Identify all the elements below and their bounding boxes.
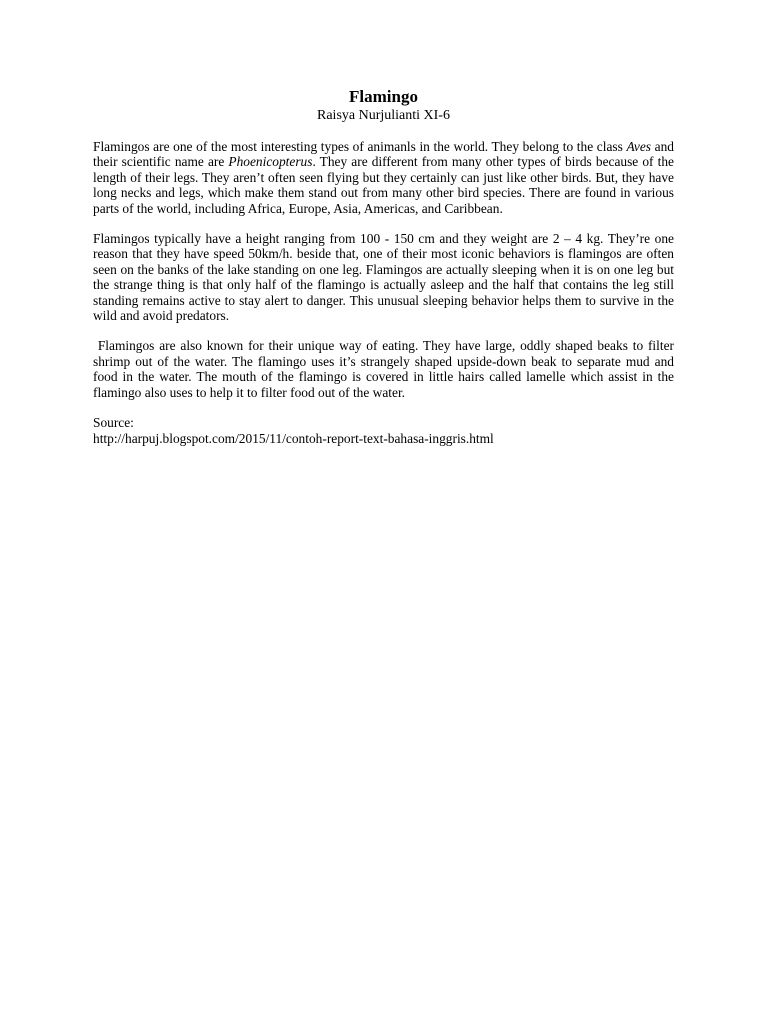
paragraph-intro-text-3: . They are different from many other types of birds because of the length of their legs. They aren’t often seen flying but they certainly can just like other birds. But, they have long necks and legs, which make them stand out from many other bird species. There are found in various parts of the world, including Africa, Europe, Asia, Americas, and Caribbean. (93, 154, 674, 216)
paragraph-eating: Flamingos are also known for their unique way of eating. They have large, oddly shaped beaks to filter shrimp out of the water. The flamingo uses it’s strangely shaped upside-down beak to separate mud and food in the water. The mouth of the flamingo is covered in little hairs called lamelle which assist in the flamingo also uses to help it to filter food out of the water. (93, 338, 678, 400)
paragraph-intro-text-2: and their scientific name are (93, 139, 674, 170)
scientific-name: Phoenicopterus (228, 154, 313, 170)
source-label: Source: (93, 415, 134, 431)
document-author: Raisya Nurjulianti XI-6 (317, 108, 450, 123)
paragraph-intro (93, 139, 674, 216)
paragraph-intro-text-1: Flamingos are one of the most interesting types of animanls in the world. They belong to the class (93, 139, 627, 154)
document-title: Flamingo (349, 87, 418, 106)
paragraph-characteristics: Flamingos typically have a height ranging from 100 - 150 cm and they weight are 2 – 4 kg. They’re one reason that they have speed 50km/h. beside that, one of their most iconic behaviors is flamingos are often seen on the banks of the lake standing on one leg. Flamingos are actually sleeping when it is on one leg but the strange thing is that only half of the flamingo is actually asleep and the half that contains the leg still standing remains active to stay alert to danger. This unusual sleeping behavior helps them to survive in the wild and avoid predators. (93, 231, 674, 324)
source-url[interactable]: http://harpuj.blogspot.com/2015/11/contoh-report-text-bahasa-inggris.html (93, 430, 494, 446)
class-name-aves: Aves (626, 139, 652, 154)
